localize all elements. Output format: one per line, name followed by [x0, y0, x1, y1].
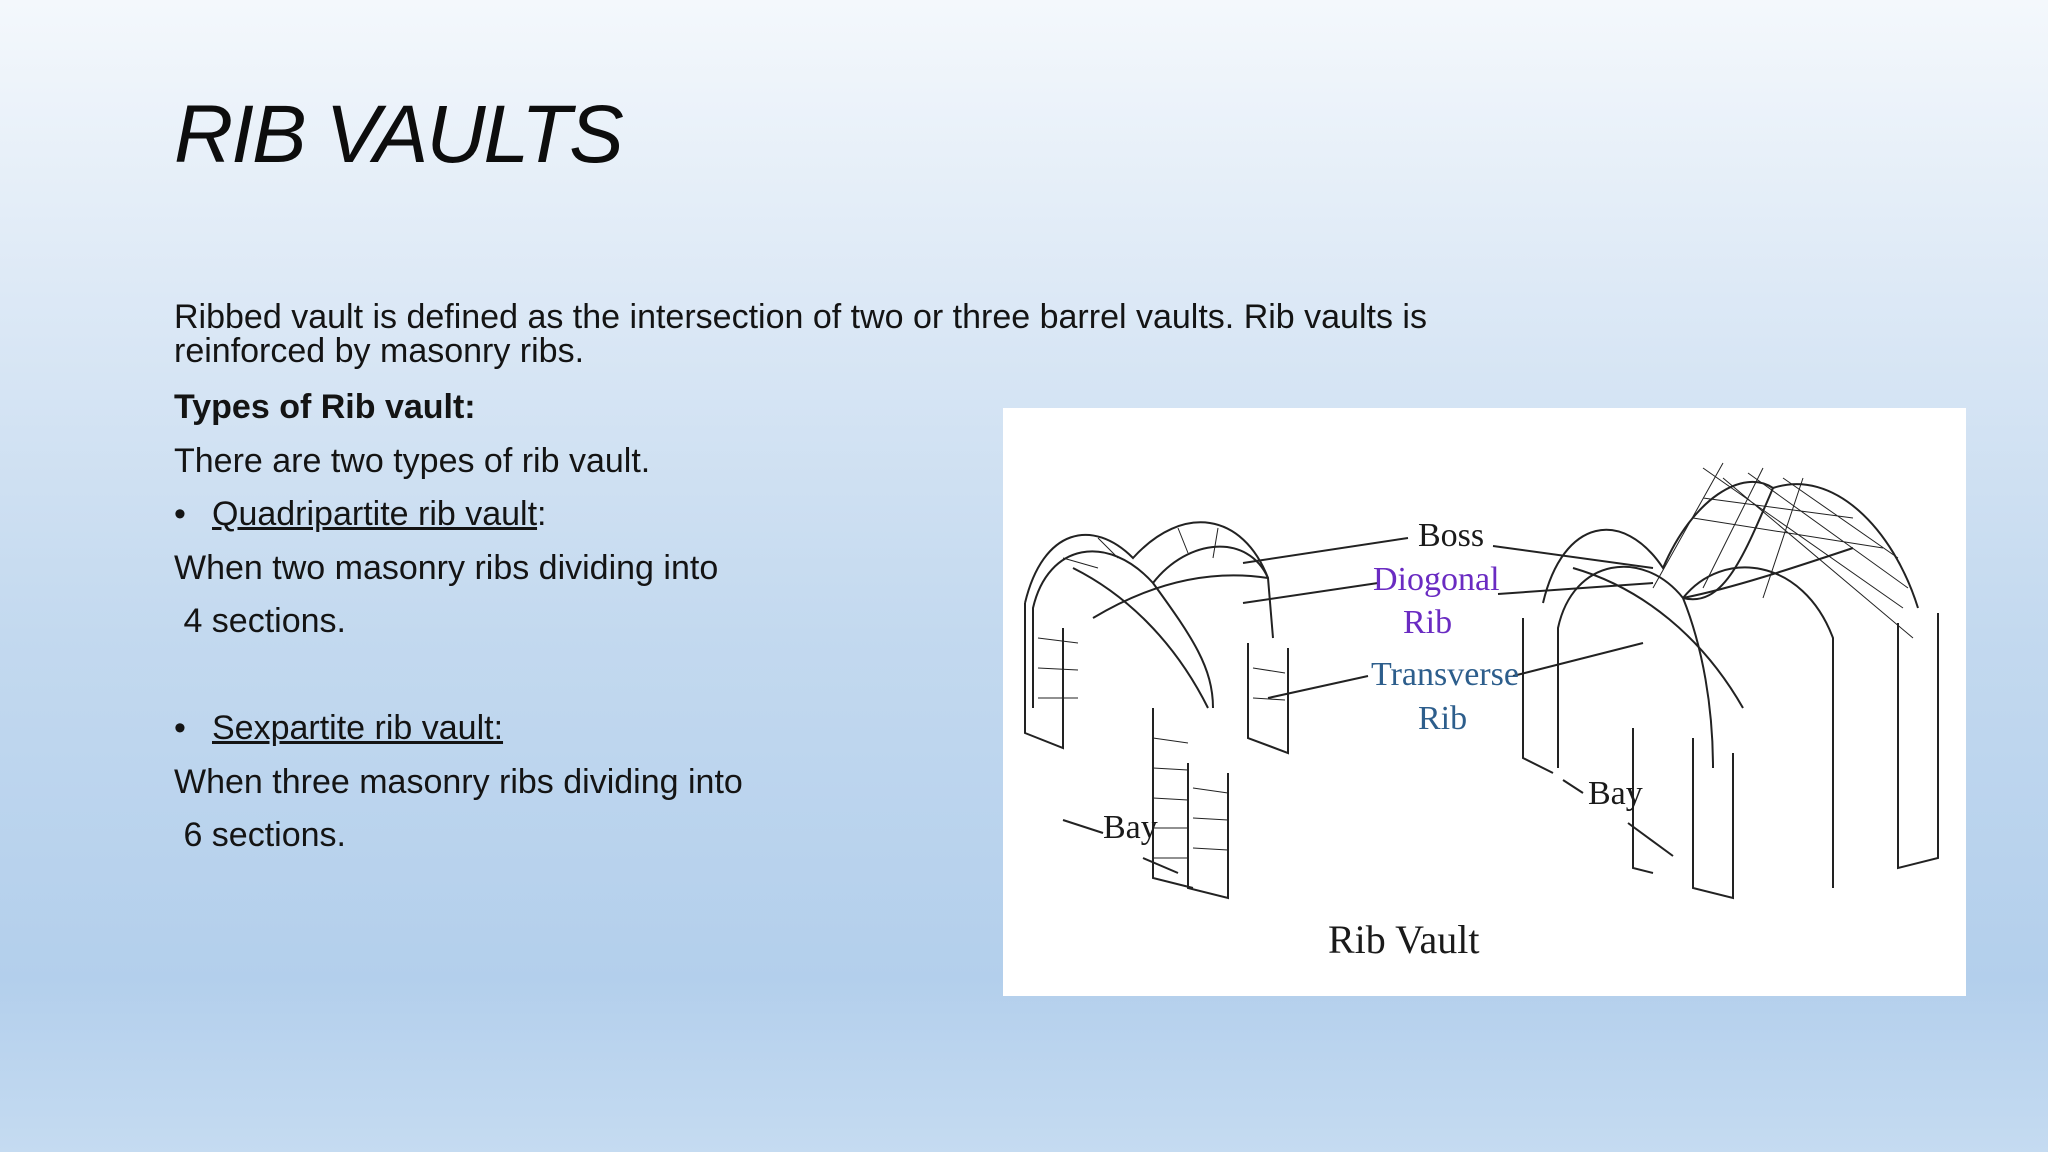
diagonal-rib	[1683, 488, 1773, 599]
bullet-label: Sexpartite rib vault:	[212, 709, 504, 747]
label-boss: Boss	[1418, 517, 1485, 554]
masonry-hatch	[1653, 463, 1913, 638]
types-intro: There are two types of rib vault.	[174, 442, 651, 480]
label-diagonal-rib: Diogonal	[1373, 561, 1500, 598]
right-vault-pier	[1898, 613, 1938, 868]
bullet-quadripartite	[174, 495, 547, 534]
label-transverse-rib: Transverse	[1371, 656, 1519, 693]
diagonal-rib	[1073, 568, 1208, 708]
bullet-description: When two masonry ribs dividing into	[174, 549, 719, 587]
bullet-description: 4 sections.	[174, 602, 346, 640]
right-vault-pier	[1523, 618, 1553, 773]
label-diagonal-rib: Rib	[1403, 604, 1453, 641]
rib-vault-figure	[1003, 408, 1966, 996]
bullet-sexpartite	[174, 709, 503, 748]
bullet-description: 6 sections.	[174, 816, 346, 854]
bullet-marker: •	[174, 709, 186, 747]
right-vault-arch	[1683, 567, 1833, 888]
bullet-marker: •	[174, 495, 186, 533]
types-heading: Types of Rib vault:	[174, 388, 476, 426]
label-bay-left: Bay	[1103, 809, 1158, 846]
rib-vault-illustration	[1003, 408, 1966, 996]
bullet-description: When three masonry ribs dividing into	[174, 763, 743, 801]
intro-paragraph: Ribbed vault is defined as the intersection of two or three barrel vaults. Rib vaults is reinforced by masonry ribs.	[174, 298, 1427, 370]
label-bay-right: Bay	[1588, 775, 1643, 812]
figure-caption: Rib Vault	[1328, 917, 1480, 962]
left-vault-pier	[1188, 763, 1228, 898]
left-vault-pier	[1025, 603, 1063, 748]
left-vault-arch	[1033, 551, 1213, 708]
bullet-suffix: :	[537, 495, 547, 533]
slide-title: RIB VAULTS	[174, 89, 622, 180]
label-transverse-rib: Rib	[1418, 700, 1468, 737]
bullet-label: Quadripartite rib vault	[212, 495, 538, 533]
